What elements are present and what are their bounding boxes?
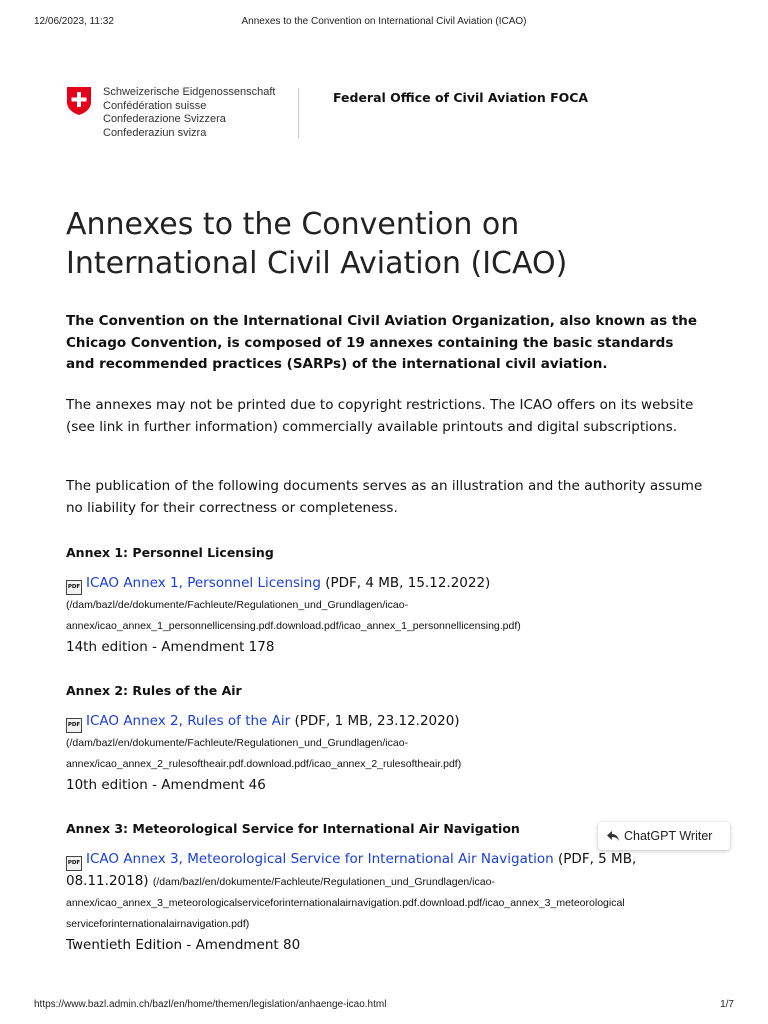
page-title: Annexes to the Convention on International Civil Aviation (ICAO) [66, 207, 568, 281]
confederation-name-de: Schweizerische Eidgenossenschaft [103, 86, 276, 98]
pdf-path: (/dam/bazl/en/dokumente/Fachleute/Regulationen_und_Grundlagen/icao- [66, 737, 409, 749]
pdf-meta: 08.11.2018) [66, 873, 149, 889]
page-number: 1/7 [720, 999, 734, 1010]
annex-2-section [66, 683, 716, 795]
pdf-meta: (PDF, 1 MB, 23.12.2020) [294, 713, 460, 729]
print-footer [34, 999, 734, 1010]
copyright-paragraph: The annexes may not be printed due to copyright restrictions. The ICAO offers on its website (see link in further information) commercially available printouts and digital subscriptions. [66, 397, 694, 435]
edition-text: 14th edition - Amendment 178 [66, 639, 275, 655]
annex-2-pdf-link[interactable]: ICAO Annex 2, Rules of the Air [86, 713, 291, 729]
header-divider [298, 88, 299, 138]
pdf-path: annex/icao_annex_2_rulesoftheair.pdf.download.pdf/icao_annex_2_rulesoftheair.pdf) [66, 758, 462, 770]
annex-heading: Annex 3: Meteorological Service for International Air Navigation [66, 821, 520, 836]
annex-1-pdf-link[interactable]: ICAO Annex 1, Personnel Licensing [86, 575, 321, 591]
print-datetime: 12/06/2023, 11:32 [34, 16, 114, 27]
pdf-path: (/dam/bazl/de/dokumente/Fachleute/Regulationen_und_Grundlagen/icao- [66, 599, 409, 611]
print-title: Annexes to the Convention on International Civil Aviation (ICAO) [241, 16, 527, 27]
annex-3-pdf-link[interactable]: ICAO Annex 3, Meteorological Service for International Air Navigation [86, 851, 554, 867]
chatgpt-writer-button[interactable] [598, 822, 730, 850]
pdf-path: annex/icao_annex_3_meteorologicalserviceforinternationalairnavigation.pdf.download.pdf/icao_annex_3_meteorological [66, 897, 625, 909]
pdf-icon: PDF [66, 718, 82, 733]
confederation-name-fr: Confédération suisse [103, 99, 207, 112]
pdf-meta: (PDF, 5 MB, [558, 851, 637, 867]
office-name: Federal Office of Civil Aviation FOCA [333, 90, 589, 105]
pdf-icon: PDF [66, 856, 82, 871]
pdf-path: (/dam/bazl/en/dokumente/Fachleute/Regulationen_und_Grundlagen/icao- [152, 876, 495, 888]
swiss-shield-icon [66, 86, 92, 116]
pdf-path: annex/icao_annex_1_personnellicensing.pdf.download.pdf/icao_annex_1_personnellicensing.pdf) [66, 620, 521, 632]
chatgpt-writer-label: ChatGPT Writer [624, 829, 713, 843]
confederation-name-rm: Confederaziun svizra [103, 126, 207, 139]
edition-text: 10th edition - Amendment 46 [66, 777, 266, 793]
annex-1-section [66, 545, 716, 657]
lead-paragraph: The Convention on the International Civil Aviation Organization, also known as the Chicago Convention, is composed of 19 annexes containing the basic standards and recommended practices (SARPs) of the international civil aviation. [66, 313, 698, 372]
pdf-meta: (PDF, 4 MB, 15.12.2022) [325, 575, 491, 591]
reply-arrow-icon [606, 830, 620, 842]
page-url: https://www.bazl.admin.ch/bazl/en/home/themen/legislation/anhaenge-icao.html [34, 999, 387, 1010]
pdf-path: serviceforinternationalairnavigation.pdf) [66, 918, 250, 930]
disclaimer-paragraph: The publication of the following documents serves as an illustration and the authority assume no liability for their correctness or completeness. [66, 478, 703, 516]
confederation-name-it: Confederazione Svizzera [103, 113, 226, 125]
pdf-icon: PDF [66, 580, 82, 595]
annex-heading: Annex 1: Personnel Licensing [66, 545, 274, 560]
edition-text: Twentieth Edition - Amendment 80 [66, 937, 301, 953]
annex-heading: Annex 2: Rules of the Air [66, 683, 242, 698]
confederation-names [103, 86, 275, 140]
